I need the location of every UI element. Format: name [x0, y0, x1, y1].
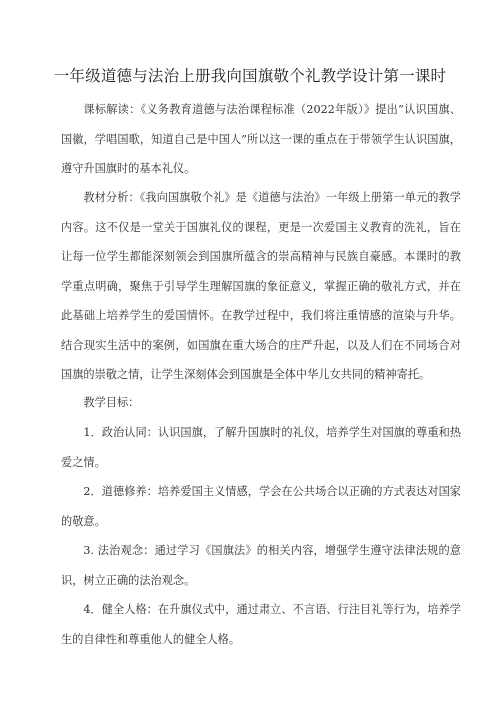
paragraph-goal-rule-of-law: 3. 法治观念：通过学习《国旗法》的相关内容，增强学生遵守法律法规的意识，树立正确的法治观念。 [61, 544, 461, 587]
paragraph-textbook-analysis: 教材分析：《我向国旗敬个礼》是《道德与法治》一年级上册第一单元的教学内容。这不仅是一堂关于国旗礼仪的课程，更是一次爱国主义教育的洗礼，旨在让每一位学生都能深刻领会到国旗所蕴含的崇高精神与民族自豪感。本课时的教学重点明确，聚焦于引导学生理解国旗的象征意义，掌握正确的敬礼方式，并在此基础上培养学生的爱国情怀。在教学过程中，我们将注重情感的渲染与升华。结合现实生活中的案例，如国旗在重大场合的庄严升起，以及人们在不同场合对国旗的崇敬之情，让学生深刻体会到国旗是全体中华儿女共同的精神寄托。 [61, 191, 461, 381]
paragraph-curriculum-standard: 课标解读：《义务教育道德与法治课程标准（2022年版）》提出“认识国旗、国徽，学唱国歌，知道自己是中国人”所以这一课的重点在于带领学生认识国旗，遵守升国旗时的基本礼仪。 [61, 103, 461, 175]
paragraph-teaching-goals-heading: 教学目标： [83, 396, 140, 409]
paragraph-goal-sound-personality: 4．健全人格：在升旗仪式中，通过肃立、不言语、行注目礼等行为，培养学生的自律性和尊重他人的健全人格。 [61, 603, 461, 646]
document-title: 一年级道德与法治上册我向国旗敬个礼教学设计第一课时 [53, 67, 447, 85]
paragraph-goal-moral-cultivation: 2．道德修养：培养爱国主义情感，学会在公共场合以正确的方式表达对国家的敬意。 [61, 485, 461, 528]
paragraph-goal-political-identity: 1．政治认同：认识国旗，了解升国旗时的礼仪，培养学生对国旗的尊重和热爱之情。 [61, 426, 461, 469]
